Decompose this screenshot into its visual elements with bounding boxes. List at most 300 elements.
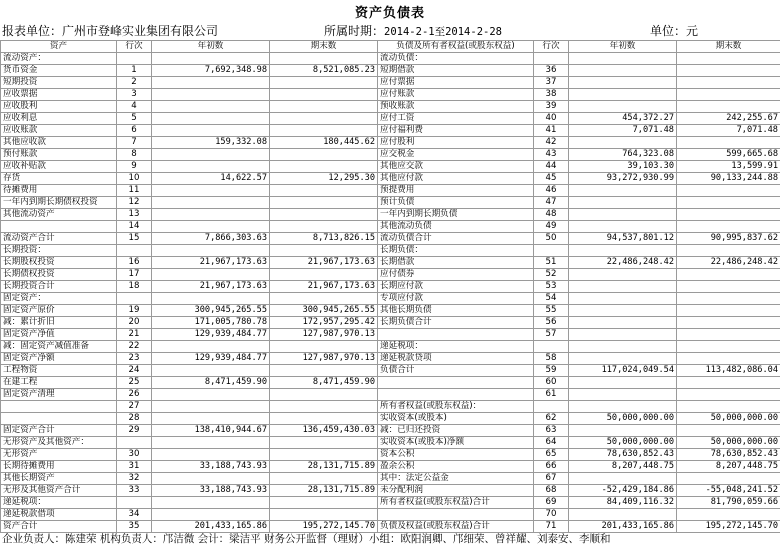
table-cell: 53 — [534, 281, 569, 293]
table-cell: 27 — [117, 401, 152, 413]
table-cell — [152, 389, 270, 401]
table-cell — [569, 305, 677, 317]
table-row — [1, 473, 780, 485]
table-cell: 3 — [117, 89, 152, 101]
table-cell — [152, 221, 270, 233]
table-cell: 33,188,743.93 — [152, 485, 270, 497]
table-cell: 50,000,000.00 — [569, 437, 677, 449]
table-cell: 长期债权投资 — [1, 269, 117, 281]
table-cell — [152, 293, 270, 305]
table-cell — [152, 473, 270, 485]
table-cell — [569, 137, 677, 149]
table-cell: 长期负债合计 — [378, 317, 534, 329]
table-cell — [677, 377, 780, 389]
table-cell: 25 — [117, 377, 152, 389]
table-cell: 固定资产： — [1, 293, 117, 305]
table-cell: 负债及权益(或股东权益)合计 — [378, 521, 534, 533]
table-cell: 应付工资 — [378, 113, 534, 125]
table-cell: 固定资产清理 — [1, 389, 117, 401]
table-cell — [569, 425, 677, 437]
table-cell: 18 — [117, 281, 152, 293]
table-cell: 固定资产净额 — [1, 353, 117, 365]
table-cell: 1 — [117, 65, 152, 77]
table-cell — [270, 437, 378, 449]
table-cell: 21 — [117, 329, 152, 341]
column-header: 年初数 — [152, 41, 270, 53]
table-cell: 7 — [117, 137, 152, 149]
table-cell — [1, 401, 117, 413]
table-row — [1, 233, 780, 245]
table-cell: 44 — [534, 161, 569, 173]
table-cell — [677, 509, 780, 521]
table-cell: 应交税金 — [378, 149, 534, 161]
table-cell: 22 — [117, 341, 152, 353]
table-cell: 78,630,852.43 — [569, 449, 677, 461]
table-cell — [117, 293, 152, 305]
table-row — [1, 65, 780, 77]
table-cell: 39 — [534, 101, 569, 113]
table-header-row — [1, 41, 780, 53]
table-cell: 未分配利润 — [378, 485, 534, 497]
table-cell: 37 — [534, 77, 569, 89]
table-cell — [152, 125, 270, 137]
table-cell: 7,071.48 — [569, 125, 677, 137]
table-cell: 递延税项： — [378, 341, 534, 353]
table-cell: 8,471,459.90 — [270, 377, 378, 389]
table-cell — [677, 53, 780, 65]
table-cell: 300,945,265.55 — [270, 305, 378, 317]
table-cell: 一年内到期长期债权投资 — [1, 197, 117, 209]
table-cell: 递延税项： — [1, 497, 117, 509]
table-cell — [152, 161, 270, 173]
table-cell: 减：累计折旧 — [1, 317, 117, 329]
table-cell: 19 — [117, 305, 152, 317]
table-cell: 23 — [117, 353, 152, 365]
table-cell: -55,048,241.52 — [677, 485, 780, 497]
table-cell: 15 — [117, 233, 152, 245]
table-cell: 33 — [117, 485, 152, 497]
column-header: 资产 — [1, 41, 117, 53]
table-cell: 固定资产合计 — [1, 425, 117, 437]
table-cell: 应收补贴款 — [1, 161, 117, 173]
table-cell — [270, 209, 378, 221]
table-cell — [534, 245, 569, 257]
table-cell — [270, 77, 378, 89]
table-cell: 长期股权投资 — [1, 257, 117, 269]
table-cell: 21,967,173.63 — [270, 281, 378, 293]
table-cell: 长期借款 — [378, 257, 534, 269]
table-cell: 盈余公积 — [378, 461, 534, 473]
table-cell: 无形及其他资产合计 — [1, 485, 117, 497]
table-cell: 流动资产合计 — [1, 233, 117, 245]
table-cell: 48 — [534, 209, 569, 221]
table-cell — [378, 329, 534, 341]
table-cell — [270, 497, 378, 509]
table-cell: 454,372.27 — [569, 113, 677, 125]
table-cell: 无形资产及其他资产： — [1, 437, 117, 449]
table-cell — [270, 269, 378, 281]
table-cell — [270, 185, 378, 197]
table-cell: 127,987,970.13 — [270, 329, 378, 341]
table-cell: 21,967,173.63 — [152, 257, 270, 269]
table-cell: 17 — [117, 269, 152, 281]
table-row — [1, 293, 780, 305]
table-cell — [152, 269, 270, 281]
column-header: 行次 — [534, 41, 569, 53]
table-row — [1, 209, 780, 221]
table-cell — [270, 149, 378, 161]
table-cell: 20 — [117, 317, 152, 329]
table-cell — [152, 245, 270, 257]
table-cell: 8,713,826.15 — [270, 233, 378, 245]
table-cell — [1, 413, 117, 425]
table-cell — [677, 77, 780, 89]
table-cell: 22,486,248.42 — [677, 257, 780, 269]
table-cell — [677, 305, 780, 317]
table-cell: 94,537,801.12 — [569, 233, 677, 245]
table-cell: 14,622.57 — [152, 173, 270, 185]
table-cell: 流动负债合计 — [378, 233, 534, 245]
table-cell: 52 — [534, 269, 569, 281]
table-cell: 递延税款贷项 — [378, 353, 534, 365]
column-header: 年初数 — [569, 41, 677, 53]
table-row — [1, 53, 780, 65]
table-cell: 34 — [117, 509, 152, 521]
table-cell: 38 — [534, 89, 569, 101]
table-cell: 195,272,145.70 — [677, 521, 780, 533]
table-cell: 长期应付款 — [378, 281, 534, 293]
table-cell: 117,024,049.54 — [569, 365, 677, 377]
table-cell — [677, 209, 780, 221]
table-cell: 其他流动负债 — [378, 221, 534, 233]
table-cell: 113,482,086.04 — [677, 365, 780, 377]
table-cell: 66 — [534, 461, 569, 473]
table-cell: 应收票据 — [1, 89, 117, 101]
table-cell — [378, 389, 534, 401]
table-cell — [677, 401, 780, 413]
table-cell: 180,445.62 — [270, 137, 378, 149]
table-cell: 300,945,265.55 — [152, 305, 270, 317]
table-cell: 其他应收款 — [1, 137, 117, 149]
table-cell — [677, 197, 780, 209]
table-cell: 所有者权益(或股东权益)合计 — [378, 497, 534, 509]
table-cell: 21,967,173.63 — [152, 281, 270, 293]
report-unit-label: 报表单位： — [2, 24, 63, 38]
currency-unit-value: 元 — [686, 24, 699, 38]
table-cell: 7,071.48 — [677, 125, 780, 137]
table-cell: 171,005,780.78 — [152, 317, 270, 329]
table-cell — [270, 125, 378, 137]
table-cell: 固定资产原价 — [1, 305, 117, 317]
table-row — [1, 329, 780, 341]
table-row — [1, 497, 780, 509]
footer-signatures: 企业负责人：陈建荣 机构负责人：邝洁微 会计：梁洁平 财务公开监督（理财）小组：欧阳润卿、邝细荣、曾祥耀、刘泰安、李顺和 — [2, 533, 611, 545]
table-cell — [677, 473, 780, 485]
table-row — [1, 281, 780, 293]
table-cell: 应付债券 — [378, 269, 534, 281]
table-cell — [677, 185, 780, 197]
table-cell — [117, 53, 152, 65]
table-cell: 26 — [117, 389, 152, 401]
table-row — [1, 173, 780, 185]
table-cell — [117, 437, 152, 449]
table-cell: 31 — [117, 461, 152, 473]
table-cell: 7,866,303.63 — [152, 233, 270, 245]
table-cell: 68 — [534, 485, 569, 497]
table-cell: 60 — [534, 377, 569, 389]
table-cell: 14 — [117, 221, 152, 233]
table-cell: 5 — [117, 113, 152, 125]
table-row — [1, 161, 780, 173]
table-cell: 129,939,484.77 — [152, 353, 270, 365]
table-row — [1, 485, 780, 497]
table-cell: 8 — [117, 149, 152, 161]
table-cell: 流动资产： — [1, 53, 117, 65]
table-cell — [534, 401, 569, 413]
table-row — [1, 125, 780, 137]
table-row — [1, 365, 780, 377]
table-cell — [677, 425, 780, 437]
table-cell: 应付福利费 — [378, 125, 534, 137]
table-cell: 21,967,173.63 — [270, 257, 378, 269]
table-cell — [677, 281, 780, 293]
table-cell: 28,131,715.89 — [270, 485, 378, 497]
table-cell: 6 — [117, 125, 152, 137]
table-cell: 8,207,448.75 — [569, 461, 677, 473]
table-cell — [569, 101, 677, 113]
table-cell — [270, 449, 378, 461]
table-cell: 应收股利 — [1, 101, 117, 113]
table-cell: 流动负债： — [378, 53, 534, 65]
table-row — [1, 377, 780, 389]
table-cell: 201,433,165.86 — [569, 521, 677, 533]
table-cell — [569, 317, 677, 329]
table-cell: 29 — [117, 425, 152, 437]
report-period-label: 所属时期： — [324, 24, 385, 38]
table-cell: 其他应交款 — [378, 161, 534, 173]
table-cell — [534, 341, 569, 353]
table-cell — [569, 65, 677, 77]
table-cell: 51 — [534, 257, 569, 269]
table-cell — [569, 185, 677, 197]
table-cell — [677, 317, 780, 329]
table-cell — [270, 197, 378, 209]
table-cell — [569, 269, 677, 281]
table-cell: 46 — [534, 185, 569, 197]
table-cell: 136,459,430.03 — [270, 425, 378, 437]
table-cell — [569, 209, 677, 221]
table-cell — [152, 185, 270, 197]
table-row — [1, 389, 780, 401]
table-cell: 69 — [534, 497, 569, 509]
table-cell — [270, 413, 378, 425]
table-cell — [534, 53, 569, 65]
table-cell — [569, 473, 677, 485]
currency-unit — [650, 22, 698, 39]
table-cell: 40 — [534, 113, 569, 125]
table-cell: 实收资本(或股本) — [378, 413, 534, 425]
report-unit-value: 广州市登峰实业集团有限公司 — [62, 24, 219, 38]
table-cell — [677, 293, 780, 305]
table-cell: 13 — [117, 209, 152, 221]
table-cell: 8,521,085.23 — [270, 65, 378, 77]
table-cell: 负债合计 — [378, 365, 534, 377]
table-row — [1, 437, 780, 449]
table-cell: 70 — [534, 509, 569, 521]
table-cell — [677, 353, 780, 365]
report-unit — [2, 22, 218, 39]
table-cell — [152, 77, 270, 89]
table-cell: 7,692,348.98 — [152, 65, 270, 77]
table-row — [1, 149, 780, 161]
table-cell: 减：固定资产减值准备 — [1, 341, 117, 353]
table-row — [1, 317, 780, 329]
table-cell — [677, 269, 780, 281]
table-cell: 13,599.91 — [677, 161, 780, 173]
table-cell — [152, 365, 270, 377]
table-cell: 11 — [117, 185, 152, 197]
table-cell: 实收资本(或股本)净额 — [378, 437, 534, 449]
table-cell: 42 — [534, 137, 569, 149]
table-cell: 58 — [534, 353, 569, 365]
table-cell: 127,987,970.13 — [270, 353, 378, 365]
table-cell — [270, 53, 378, 65]
table-row — [1, 425, 780, 437]
table-cell: 货币资金 — [1, 65, 117, 77]
table-cell: 64 — [534, 437, 569, 449]
table-cell: 138,410,944.67 — [152, 425, 270, 437]
table-cell — [677, 341, 780, 353]
table-cell — [270, 113, 378, 125]
table-cell — [152, 113, 270, 125]
table-cell — [677, 221, 780, 233]
table-cell: 应付账款 — [378, 89, 534, 101]
table-cell: 90,133,244.88 — [677, 173, 780, 185]
table-cell: 工程物资 — [1, 365, 117, 377]
table-row — [1, 101, 780, 113]
table-cell — [677, 65, 780, 77]
table-cell — [270, 89, 378, 101]
table-cell — [117, 497, 152, 509]
table-cell — [117, 245, 152, 257]
table-cell: 159,332.08 — [152, 137, 270, 149]
table-cell: 67 — [534, 473, 569, 485]
table-cell: 预付账款 — [1, 149, 117, 161]
table-cell: 其中：法定公益金 — [378, 473, 534, 485]
table-row — [1, 341, 780, 353]
table-row — [1, 461, 780, 473]
table-cell: 应收账款 — [1, 125, 117, 137]
table-cell — [677, 329, 780, 341]
table-cell — [569, 221, 677, 233]
table-cell: 减：已归还投资 — [378, 425, 534, 437]
table-cell — [152, 89, 270, 101]
table-cell — [152, 509, 270, 521]
table-cell: 32 — [117, 473, 152, 485]
table-row — [1, 113, 780, 125]
table-cell — [569, 401, 677, 413]
table-cell: 43 — [534, 149, 569, 161]
table-cell: 30 — [117, 449, 152, 461]
table-cell: 28 — [117, 413, 152, 425]
table-cell — [569, 53, 677, 65]
table-cell: 33,188,743.93 — [152, 461, 270, 473]
table-cell — [677, 389, 780, 401]
table-cell — [152, 341, 270, 353]
table-cell: 资本公积 — [378, 449, 534, 461]
table-cell — [270, 101, 378, 113]
table-row — [1, 353, 780, 365]
table-cell — [270, 341, 378, 353]
table-cell: 28,131,715.89 — [270, 461, 378, 473]
table-cell — [378, 377, 534, 389]
table-cell — [569, 281, 677, 293]
table-cell — [677, 101, 780, 113]
table-cell: 10 — [117, 173, 152, 185]
table-cell: 56 — [534, 317, 569, 329]
table-cell — [569, 77, 677, 89]
column-header: 负债及所有者权益(或股东权益) — [378, 41, 534, 53]
table-cell: 长期投资： — [1, 245, 117, 257]
table-cell: 78,630,852.43 — [677, 449, 780, 461]
table-cell — [270, 221, 378, 233]
table-cell: 129,939,484.77 — [152, 329, 270, 341]
table-cell: 50 — [534, 233, 569, 245]
table-cell — [270, 389, 378, 401]
table-row — [1, 509, 780, 521]
table-cell — [1, 221, 117, 233]
table-row — [1, 401, 780, 413]
table-cell — [569, 89, 677, 101]
table-cell — [569, 329, 677, 341]
table-cell — [270, 401, 378, 413]
balance-sheet-table — [0, 40, 780, 533]
table-cell: 短期投资 — [1, 77, 117, 89]
table-cell — [270, 161, 378, 173]
table-cell: 无形资产 — [1, 449, 117, 461]
table-cell: 其他流动资产 — [1, 209, 117, 221]
table-cell: 172,957,295.42 — [270, 317, 378, 329]
table-cell: 长期负债： — [378, 245, 534, 257]
table-cell: 4 — [117, 101, 152, 113]
table-row — [1, 257, 780, 269]
table-cell — [152, 209, 270, 221]
table-cell: 应付票据 — [378, 77, 534, 89]
table-cell: 8,471,459.90 — [152, 377, 270, 389]
table-cell: 35 — [117, 521, 152, 533]
table-cell: 2 — [117, 77, 152, 89]
table-row — [1, 245, 780, 257]
table-cell: 专项应付款 — [378, 293, 534, 305]
table-row — [1, 305, 780, 317]
table-cell — [270, 365, 378, 377]
table-cell: 22,486,248.42 — [569, 257, 677, 269]
table-cell: 49 — [534, 221, 569, 233]
table-cell — [270, 473, 378, 485]
table-cell — [152, 437, 270, 449]
table-cell: 55 — [534, 305, 569, 317]
table-row — [1, 449, 780, 461]
table-cell: 应付股利 — [378, 137, 534, 149]
table-cell — [569, 245, 677, 257]
column-header: 期末数 — [677, 41, 780, 53]
table-cell — [152, 449, 270, 461]
table-cell: 应收利息 — [1, 113, 117, 125]
table-cell: 195,272,145.70 — [270, 521, 378, 533]
table-cell: 50,000,000.00 — [677, 413, 780, 425]
table-cell: 57 — [534, 329, 569, 341]
table-row — [1, 77, 780, 89]
